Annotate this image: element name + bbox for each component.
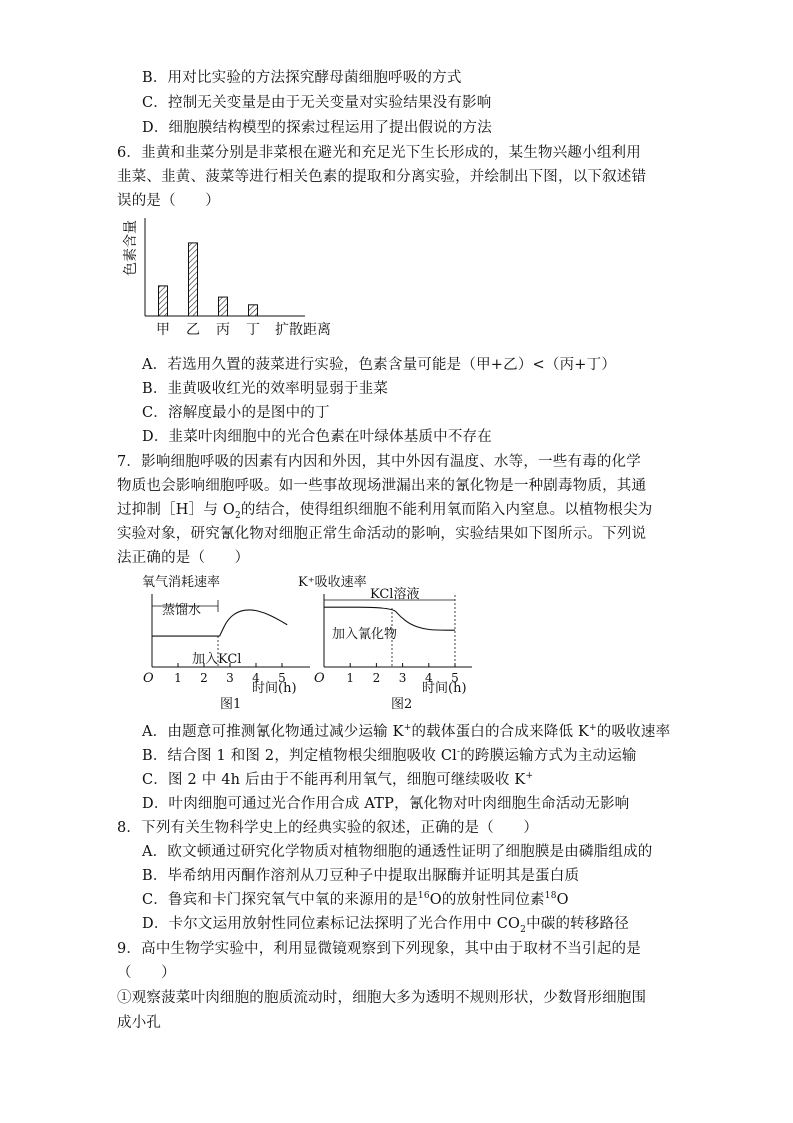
q7-option-b: B．结合图 1 和图 2，判定植物根尖细胞吸收 Cl-的跨膜运输方式为主动运输 [142, 747, 637, 764]
x-tick-label: 4 [252, 671, 260, 685]
x-tick-label: 1 [346, 671, 355, 685]
bar-1 [189, 243, 198, 316]
bar-chart-ylabel: 色素含量 [123, 220, 139, 276]
fig2-label-cyanide: 加入氰化物 [332, 627, 398, 642]
fig1-ylabel: 氧气消耗速率 [142, 575, 221, 590]
bar-category-label: 丙 [216, 322, 230, 338]
q6-stem-line1: 6．韭黄和韭菜分别是非菜根在避光和充足光下生长形成的，某生物兴趣小组利用 [117, 145, 641, 161]
bar-3 [249, 305, 258, 316]
fig1-label-kcl: 加入KCl [192, 652, 242, 667]
q5-option-d: D．细胞膜结构模型的探索过程运用了提出假说的方法 [142, 120, 492, 136]
fig2-origin: O [314, 671, 325, 686]
q8-option-c: C．鲁宾和卡门探究氧气中氧的来源用的是$^{16}$O的放射性同位素$^{18}$O [142, 891, 569, 908]
bar-category-label: 乙 [186, 322, 200, 338]
q7-option-d: D．叶肉细胞可通过光合作用合成 ATP，氰化物对叶肉细胞生命活动无影响 [142, 796, 630, 812]
fig2-xlabel: 时间(h) [422, 681, 467, 696]
bar-chart-xlabel: 扩散距离 [275, 322, 331, 338]
bar-2 [219, 297, 228, 316]
fig1-label-water: 蒸馏水 [162, 603, 202, 618]
q9-stem-line1: 9．高中生物学实验中，利用显微镜观察到下列现象，其中由于取材不当引起的是 [117, 941, 641, 957]
q9-stem-line2: （ ） [117, 965, 176, 981]
q7-stem-line4: 实验对象，研究氰化物对细胞正常生命活动的影响，实验结果如下图所示。下列说 [117, 526, 647, 542]
q8-stem: 8．下列有关生物科学史上的经典实验的叙述，正确的是（ ） [117, 820, 539, 836]
bar-category-label: 丁 [246, 322, 260, 338]
q6-option-d: D．韭菜叶肉细胞中的光合色素在叶绿体基质中不存在 [142, 429, 492, 445]
q7-stem-line1: 7．影响细胞呼吸的因素有内因和外因，其中外因有温度、水等，一些有毒的化学 [117, 454, 641, 470]
x-tick-label: 2 [200, 671, 208, 685]
pigment-bar-chart [115, 212, 345, 342]
q5-option-c: C．控制无关变量是由于无关变量对实验结果没有影响 [142, 95, 492, 111]
q7-option-c: C．图 2 中 4h 后由于不能再利用氧气，细胞可继续吸收 K+ [142, 771, 534, 788]
x-tick-label: 2 [372, 671, 381, 685]
q5-option-b: B．用对比实验的方法探究酵母菌细胞呼吸的方式 [142, 70, 462, 86]
q9-item1-line1: ①观察菠菜叶肉细胞的胞质流动时，细胞大多为透明不规则形状，少数肾形细胞围 [117, 990, 647, 1006]
q7-option-a: A．由题意可推测氰化物通过减少运输 K+的载体蛋白的合成来降低 K+的吸收速率 [142, 723, 671, 740]
x-tick-label: 1 [174, 671, 182, 685]
bar-0 [159, 286, 168, 316]
series-line-1 [220, 610, 288, 636]
x-tick-label: 5 [451, 671, 459, 685]
q9-item1-line2: 成小孔 [117, 1015, 162, 1031]
q8-option-a: A．欧文顿通过研究化学物质对植物细胞的通透性证明了细胞膜是由磷脂组成的 [142, 844, 653, 860]
bar-category-label: 甲 [156, 322, 170, 338]
fig1-origin: O [143, 671, 154, 686]
figure1-oxygen-chart [140, 570, 315, 712]
q6-option-c: C．溶解度最小的是图中的丁 [142, 405, 330, 421]
fig1-xlabel: 时间(h) [252, 681, 297, 696]
q6-stem-line3: 误的是（ ） [117, 193, 220, 209]
q7-stem-line2: 物质也会影响细胞呼吸。如一些事故现场泄漏出来的氰化物是一种剧毒物质，其通 [117, 478, 647, 494]
q6-stem-line2: 韭菜、韭黄、菠菜等进行相关色素的提取和分离实验，并绘制出下图，以下叙述错 [117, 169, 647, 185]
q6-option-a: A．若选用久置的菠菜进行实验，色素含量可能是（甲+乙）<（丙+丁） [142, 357, 617, 373]
q6-option-b: B．韭黄吸收红光的效率明显弱于韭菜 [142, 381, 389, 397]
q8-option-d: D．卡尔文运用放射性同位素标记法探明了光合作用中 $CO_2$中碳的转移路径 [142, 916, 629, 935]
figure2-potassium-chart [292, 570, 477, 712]
q7-stem-line3: 过抑制［H］与 $O_2$的结合，使得组织细胞不能利用氧而陷入内窒息。以植物根尖为 [117, 502, 653, 521]
q8-option-b: B．毕希纳用丙酮作溶剂从刀豆种子中提取出脲酶并证明其是蛋白质 [142, 868, 580, 884]
fig2-label-kcl: KCl溶液 [370, 587, 420, 602]
x-tick-label: 4 [424, 671, 433, 685]
x-tick-label: 5 [278, 671, 286, 685]
fig1-caption: 图1 [220, 697, 242, 712]
fig2-caption: 图2 [391, 697, 413, 712]
fig2-ylabel: K⁺吸收速率 [298, 575, 367, 590]
x-tick-label: 3 [398, 671, 407, 685]
x-tick-label: 3 [226, 671, 234, 685]
q7-stem-line5: 法正确的是（ ） [117, 550, 250, 566]
